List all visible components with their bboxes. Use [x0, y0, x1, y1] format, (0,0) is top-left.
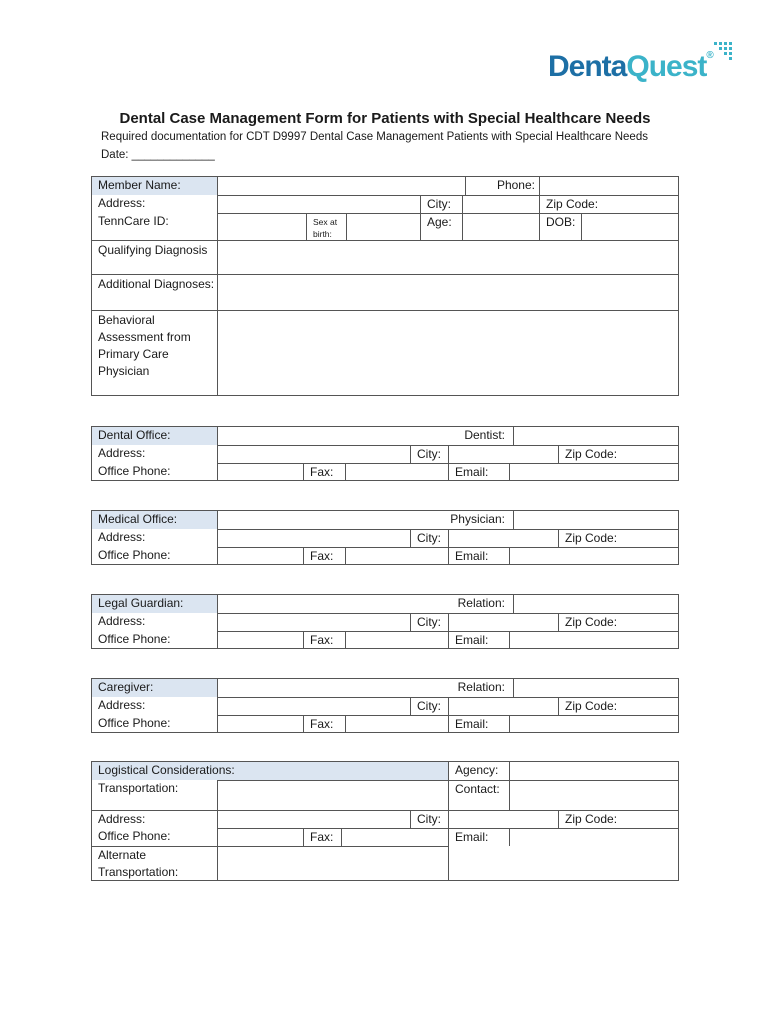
guardian-zip-label: Zip Code:	[558, 613, 678, 631]
medical-city-field[interactable]	[448, 529, 558, 547]
logistics-zip-label: Zip Code:	[558, 810, 678, 828]
medical-fax-field[interactable]	[345, 547, 448, 564]
medical-city-label: City:	[410, 529, 448, 547]
city-label: City:	[420, 195, 462, 213]
dental-contact-label: Dentist:	[464, 428, 505, 442]
medical-address-field[interactable]	[217, 529, 410, 547]
caregiver-contact-field[interactable]	[513, 679, 678, 697]
guardian-address-field[interactable]	[217, 613, 410, 631]
guardian-contact-field[interactable]	[513, 595, 678, 613]
medical-zip-label: Zip Code:	[558, 529, 678, 547]
dental-city-label: City:	[410, 445, 448, 463]
logistics-title-label: Logistical Considerations:	[92, 762, 448, 780]
guardian-email-field[interactable]	[509, 631, 678, 648]
caregiver-phone-label: Office Phone:	[98, 716, 171, 730]
tenncare-label: TennCare ID:	[98, 214, 169, 228]
logistics-phone-field[interactable]	[217, 828, 303, 846]
guardian-phone-label: Office Phone:	[98, 632, 171, 646]
caregiver-fax-field[interactable]	[345, 715, 448, 732]
dental-zip-label: Zip Code:	[558, 445, 678, 463]
agency-label: Agency:	[448, 762, 509, 780]
dental-fax-field[interactable]	[345, 463, 448, 480]
guardian-fax-label: Fax:	[303, 631, 345, 648]
medical-contact-label: Physician:	[450, 512, 505, 526]
age-field[interactable]	[462, 213, 539, 240]
transportation-label: Transportation:	[98, 781, 179, 795]
logistics-address-label: Address:	[92, 810, 217, 828]
dob-label: DOB:	[539, 213, 581, 240]
dental-office-label: Dental Office:	[92, 427, 217, 445]
member-name-field[interactable]	[217, 177, 465, 195]
logistics-section	[91, 761, 679, 881]
guardian-office-label: Legal Guardian:	[92, 595, 217, 613]
contact-label: Contact:	[448, 780, 509, 810]
guardian-city-field[interactable]	[448, 613, 558, 631]
alternate-transportation-field[interactable]	[217, 846, 448, 880]
dental-contact-field[interactable]	[513, 427, 678, 445]
dentaquest-logo	[548, 40, 738, 84]
date-line: Date: _____________	[101, 149, 215, 161]
qualifying-diagnosis-field[interactable]	[217, 240, 678, 274]
logo-text-quest: Quest	[626, 50, 707, 83]
logistics-email-field[interactable]	[509, 828, 678, 846]
dental-fax-label: Fax:	[303, 463, 345, 480]
caregiver-city-field[interactable]	[448, 697, 558, 715]
logo-registered: ®	[706, 50, 713, 61]
dental-city-field[interactable]	[448, 445, 558, 463]
guardian-address-label: Address:	[98, 614, 146, 628]
medical-office-label: Medical Office:	[92, 511, 217, 529]
behavioral-assessment-label: Behavioral Assessment from Primary Care Physician	[92, 310, 217, 395]
sex-at-birth-field[interactable]	[346, 213, 420, 240]
dental-section	[91, 426, 679, 481]
logistics-email-label: Email:	[448, 828, 509, 846]
logistics-city-field[interactable]	[448, 810, 558, 828]
caregiver-section	[91, 678, 679, 733]
logo-dots-icon	[710, 40, 736, 70]
medical-email-label: Email:	[448, 547, 509, 564]
address-field[interactable]	[217, 195, 420, 213]
logistics-city-label: City:	[410, 810, 448, 828]
guardian-contact-label: Relation:	[457, 596, 505, 610]
alternate-transportation-label: Alternate Transportation:	[92, 846, 217, 880]
logistics-phone-label: Office Phone:	[98, 829, 171, 843]
medical-office-field[interactable]	[217, 511, 448, 529]
medical-phone-field[interactable]	[217, 547, 303, 564]
page-title: Dental Case Management Form for Patients with Special Healthcare Needs	[119, 110, 651, 127]
logistics-fax-label: Fax:	[303, 828, 341, 846]
qualifying-diagnosis-label: Qualifying Diagnosis	[92, 240, 217, 274]
phone-field[interactable]	[539, 177, 678, 195]
logistics-fax-field[interactable]	[341, 828, 448, 846]
agency-field[interactable]	[509, 762, 678, 780]
additional-diagnoses-field[interactable]	[217, 274, 678, 310]
caregiver-zip-label: Zip Code:	[558, 697, 678, 715]
guardian-city-label: City:	[410, 613, 448, 631]
dental-phone-label: Office Phone:	[98, 464, 171, 478]
dental-phone-field[interactable]	[217, 463, 303, 480]
contact-field[interactable]	[509, 780, 678, 810]
medical-address-label: Address:	[98, 530, 146, 544]
caregiver-email-label: Email:	[448, 715, 509, 732]
transportation-field[interactable]	[217, 780, 448, 810]
caregiver-email-field[interactable]	[509, 715, 678, 732]
guardian-email-label: Email:	[448, 631, 509, 648]
dental-address-label: Address:	[98, 446, 146, 460]
required-text: Required documentation for CDT D9997 Dental Case Management Patients with Special Healthcare Needs	[101, 131, 648, 143]
member-name-label: Member Name:	[92, 177, 217, 195]
logo-text-denta: Denta	[548, 50, 627, 83]
guardian-section	[91, 594, 679, 649]
caregiver-contact-label: Relation:	[457, 680, 505, 694]
dental-email-field[interactable]	[509, 463, 678, 480]
caregiver-office-field[interactable]	[217, 679, 448, 697]
dob-field[interactable]	[581, 213, 678, 240]
caregiver-address-field[interactable]	[217, 697, 410, 715]
caregiver-fax-label: Fax:	[303, 715, 345, 732]
medical-contact-field[interactable]	[513, 511, 678, 529]
age-label: Age:	[420, 213, 462, 240]
guardian-office-field[interactable]	[217, 595, 448, 613]
medical-fax-label: Fax:	[303, 547, 345, 564]
dental-office-field[interactable]	[217, 427, 448, 445]
medical-phone-label: Office Phone:	[98, 548, 171, 562]
additional-diagnoses-label: Additional Diagnoses:	[92, 274, 217, 310]
alternate-transportation-blank[interactable]	[448, 846, 678, 880]
guardian-fax-field[interactable]	[345, 631, 448, 648]
city-field[interactable]	[462, 195, 539, 213]
zip-label: Zip Code:	[539, 195, 678, 213]
caregiver-city-label: City:	[410, 697, 448, 715]
tenncare-field[interactable]	[217, 213, 306, 240]
caregiver-phone-field[interactable]	[217, 715, 303, 732]
guardian-phone-field[interactable]	[217, 631, 303, 648]
caregiver-office-label: Caregiver:	[92, 679, 217, 697]
behavioral-assessment-field[interactable]	[217, 310, 678, 395]
address-label: Address:	[98, 196, 146, 210]
sex-at-birth-label: Sex at birth:	[306, 213, 346, 240]
logistics-address-field[interactable]	[217, 810, 410, 828]
medical-email-field[interactable]	[509, 547, 678, 564]
dental-address-field[interactable]	[217, 445, 410, 463]
medical-section	[91, 510, 679, 565]
dental-email-label: Email:	[448, 463, 509, 480]
phone-label: Phone:	[465, 177, 539, 195]
caregiver-address-label: Address:	[98, 698, 146, 712]
member-section	[91, 176, 679, 396]
